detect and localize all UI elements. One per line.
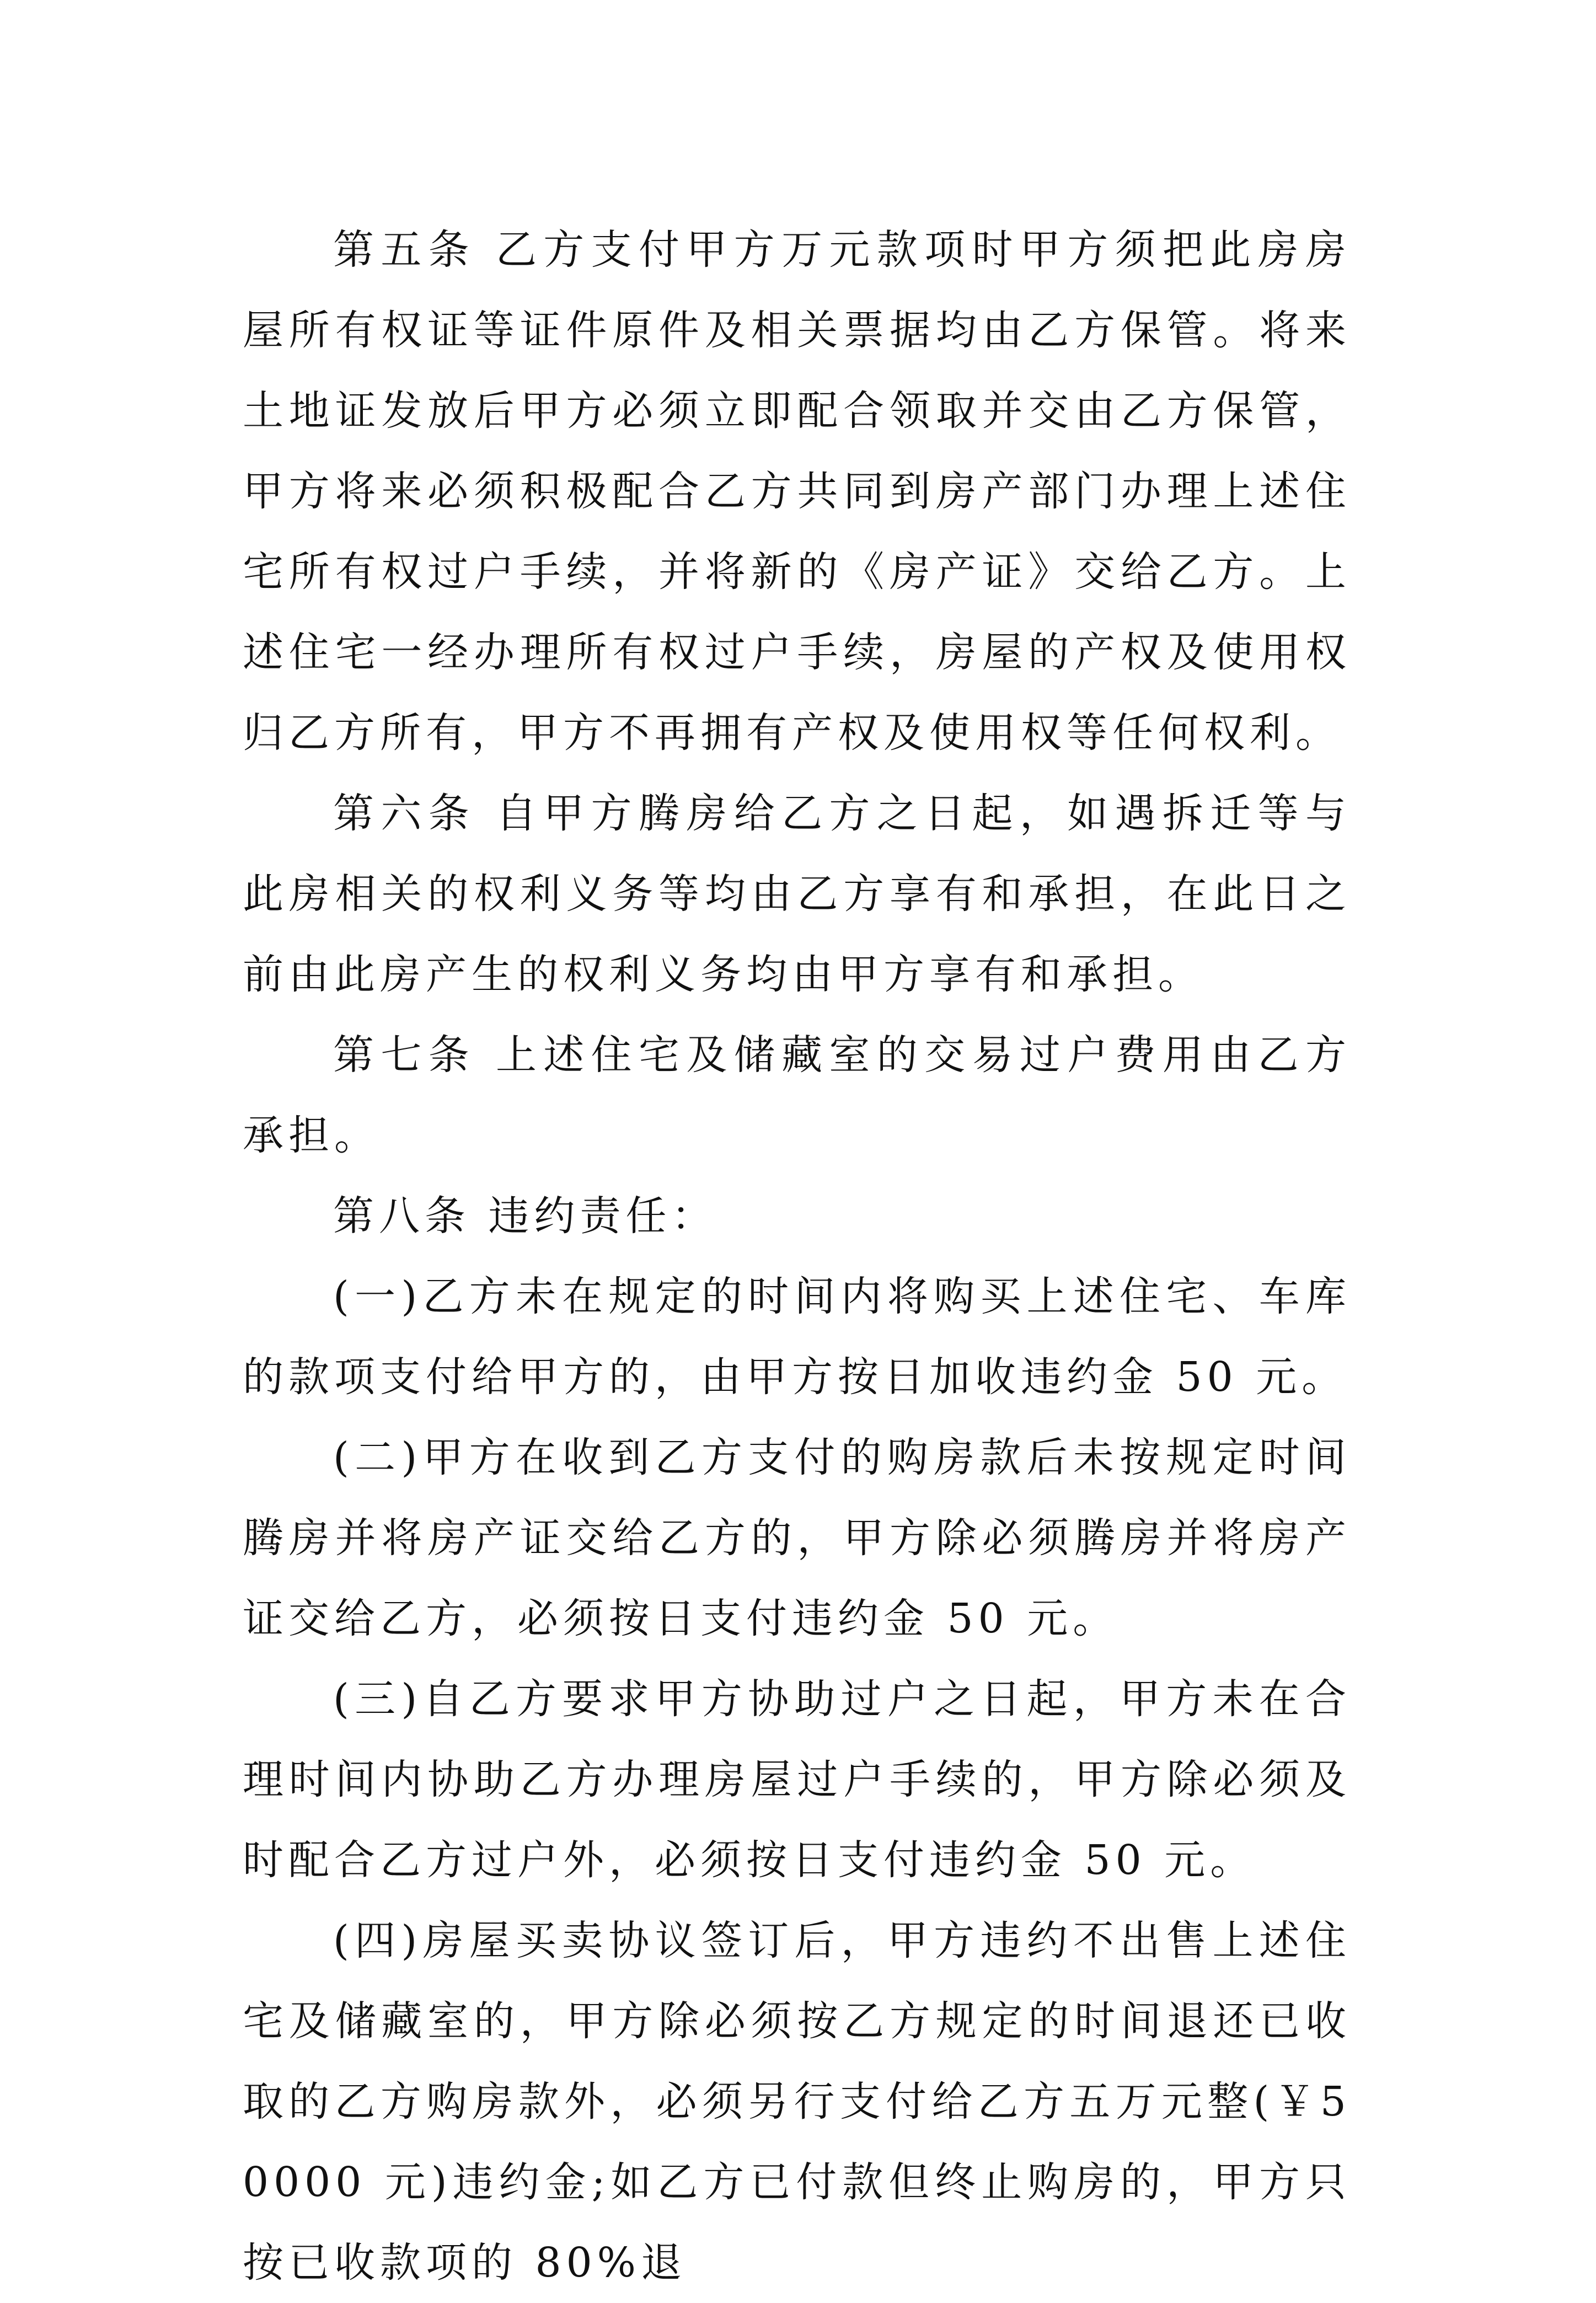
- article-5-paragraph: 第五条 乙方支付甲方万元款项时甲方须把此房房屋所有权证等证件原件及相关票据均由乙方保管。将来土地证发放后甲方必须立即配合领取并交由乙方保管，甲方将来必须积极配合乙方共同到房产部门办理上述住宅所有权过户手续，并将新的《房产证》交给乙方。上述住宅一经办理所有权过户手续，房屋的产权及使用权归乙方所有，甲方不再拥有产权及使用权等任何权利。: [243, 226, 1351, 757]
- breach-clause-3: (三)自乙方要求甲方协助过户之日起，甲方未在合理时间内协助乙方办理房屋过户手续的，甲方除必须及时配合乙方过户外，必须按日支付违约金 50 元。: [243, 1675, 1351, 1884]
- article-7-paragraph: 第七条 上述住宅及储藏室的交易过户费用由乙方承担。: [243, 1031, 1351, 1159]
- article-6-paragraph: 第六条 自甲方腾房给乙方之日起，如遇拆迁等与此房相关的权利义务等均由乙方享有和承担，在此日之前由此房产生的权利义务均由甲方享有和承担。: [243, 790, 1351, 998]
- breach-clause-2: (二)甲方在收到乙方支付的购房款后未按规定时间腾房并将房产证交给乙方的，甲方除必须腾房并将房产证交给乙方，必须按日支付违约金 50 元。: [243, 1434, 1351, 1642]
- breach-clause-1: (一)乙方未在规定的时间内将购买上述住宅、车库的款项支付给甲方的，由甲方按日加收违约金 50 元。: [243, 1273, 1351, 1401]
- breach-clause-4: (四)房屋买卖协议签订后，甲方违约不出售上述住宅及储藏室的，甲方除必须按乙方规定的时间退还已收取的乙方购房款外，必须另行支付给乙方五万元整(￥50000 元)违约金;如乙方已付款但终止购房的，甲方只按已收款项的 80%退: [243, 1917, 1351, 2286]
- article-8-heading: 第八条 违约责任：: [333, 1192, 717, 1240]
- document-body: [243, 210, 1351, 2303]
